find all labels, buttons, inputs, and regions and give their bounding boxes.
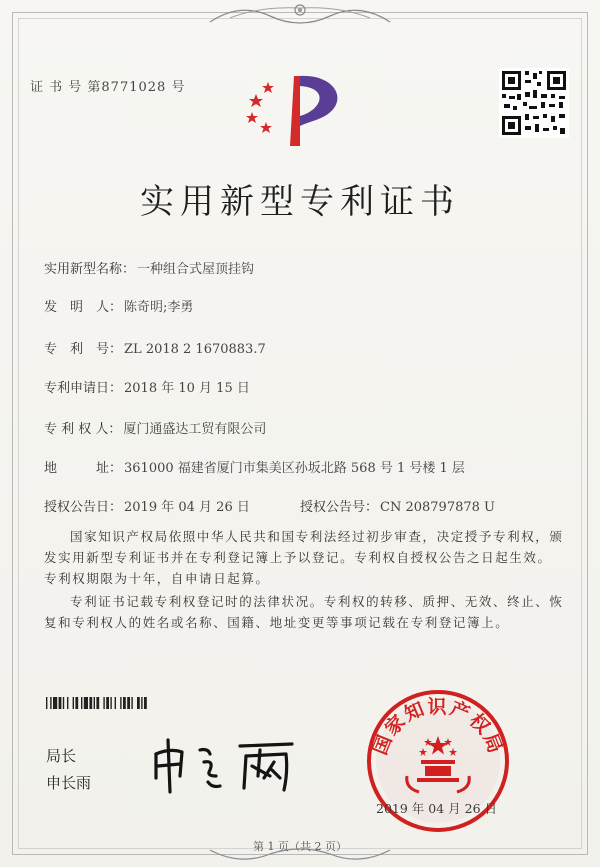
address-label: 地 址：	[44, 461, 123, 476]
seal-text: 国家知识产权局	[369, 696, 507, 758]
paragraph-grant-statement: 国家知识产权局依照中华人民共和国专利法经过初步审查，决定授予专利权，颁发实用新型专利证书并在专利登记簿上予以登记。专利权自授权公告之日起生效。专利权期限为十年，自申请日起算。	[44, 529, 564, 586]
utility-name-label: 实用新型名称：	[44, 262, 136, 277]
certificate-number-suffix: 号	[171, 80, 186, 95]
patent-number-label: 专 利 号：	[44, 342, 123, 357]
grant-number-row	[300, 496, 495, 515]
director-name: 申长雨	[46, 774, 92, 792]
patentee-row	[44, 418, 266, 437]
patentee-value: 厦门通盛达工贸有限公司	[123, 422, 267, 437]
address-value: 361000 福建省厦门市集美区孙坂北路 568 号 1 号楼 1 层	[124, 461, 465, 476]
page-indicator: 第 1 页（共 2 页）	[253, 840, 347, 853]
filing-date-label: 专利申请日：	[44, 381, 123, 396]
grant-date-value: 2019 年 04 月 26 日	[124, 500, 250, 515]
grant-number-label: 授权公告号：	[300, 500, 379, 515]
inventors-value: 陈奇明;李勇	[124, 300, 194, 315]
filing-date-value: 2018 年 10 月 15 日	[124, 381, 250, 396]
inventors-label: 发 明 人：	[44, 300, 123, 315]
grant-date-row	[44, 496, 250, 515]
filing-date-row	[44, 377, 250, 396]
grant-date-label: 授权公告日：	[44, 500, 123, 515]
certificate-number-value: 8771028	[101, 80, 167, 95]
utility-name-value: 一种组合式屋顶挂钩	[137, 262, 255, 277]
seal-date: 2019 年 04 月 26 日	[376, 801, 497, 816]
utility-name-row	[44, 258, 254, 277]
top-ornament	[200, 0, 400, 30]
inventors-row	[44, 296, 193, 315]
certificate-number	[30, 76, 185, 95]
patentee-label: 专 利 权 人：	[44, 422, 122, 437]
certificate-number-label: 证 书 号 第	[30, 80, 102, 95]
patent-number-row	[44, 338, 266, 357]
certificate-title: 实用新型专利证书	[140, 182, 460, 222]
paragraph-legal-status: 专利证书记载专利权登记时的法律状况。专利权的转移、质押、无效、终止、恢复和专利权人的姓名或名称、国籍、地址变更等事项记载在专利登记簿上。	[44, 594, 564, 630]
grant-number-value: CN 208797878 U	[380, 500, 495, 515]
director-signature-icon	[148, 726, 308, 798]
address-row	[44, 457, 465, 476]
barcode-icon	[46, 697, 200, 709]
director-title: 局长	[46, 747, 77, 765]
patent-number-value: ZL 2018 2 1670883.7	[124, 342, 266, 357]
cnipa-logo-icon	[244, 68, 354, 150]
qr-code-icon	[499, 68, 569, 138]
